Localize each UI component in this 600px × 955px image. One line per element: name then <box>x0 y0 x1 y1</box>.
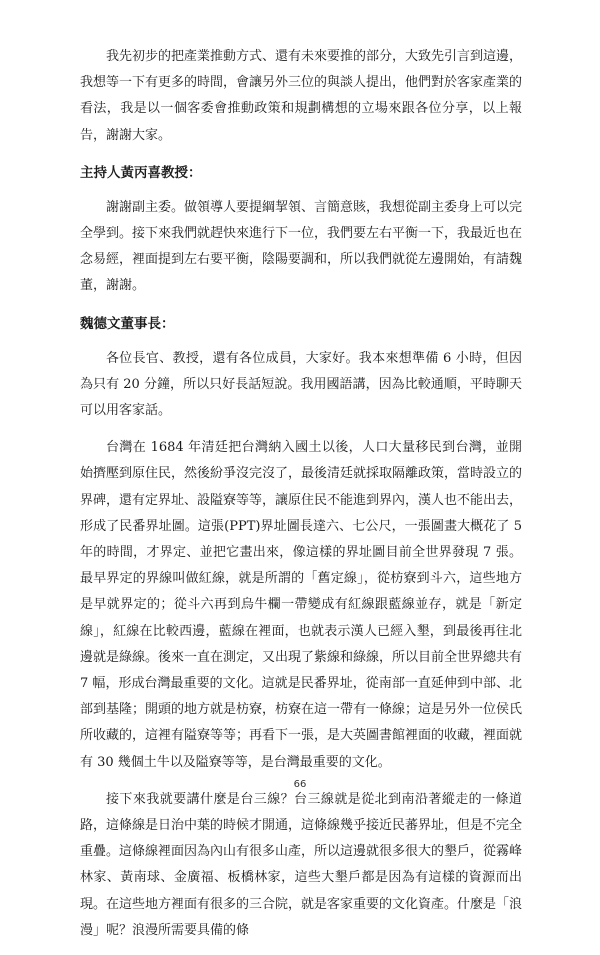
paragraph-host-remarks: 謝謝副主委。做領導人要提綱挈領、言簡意賅，我想從副主委身上可以完全學到。接下來我們就趕快來進行下一位，我們要左右平衡一下，我最近也在念易經，裡面提到左右要平衡，陰陽要調和，所以我們就從左邊開始，有請魏董，謝謝。 <box>80 199 523 294</box>
paragraph-intro-closing: 我先初步的把產業推動方式、還有未來要推的部分，大致先引言到這邊，我想等一下有更多的時間，會讓另外三位的與談人提出，他們對於客家產業的看法，我是以一個客委會推動政策和規劃構想的立場來跟各位分享，以上報告，謝謝大家。 <box>80 49 523 143</box>
speaker-heading-host: 主持人黃丙喜教授： <box>80 164 202 181</box>
paragraph-chairman-greeting: 各位長官、教授，還有各位成員，大家好。我本來想準備 6 小時，但因為只有 20 分鐘，所以只好長話短說。我用國語講，因為比較通順，平時聊天可以用客家話。 <box>80 350 522 419</box>
paragraph-boundary-maps: 台灣在 1684 年清廷把台灣納入國土以後，人口大量移民到台灣，並開始擠壓到原住民，然後紛爭沒完沒了，最後清廷就採取隔離政策，當時設立的界碑，還有定界址、設隘寮等等，讓原住民不能進到界內，漢人也不能出去，形成了民番界址圖。這張(PPT)界址圖長達六、七公尺，一張圖畫大概花了 5 年的時間，才界定、並把它畫出來，像這樣的界址圖目前全世界發現 7 張。最早界定的界線叫做紅線，就是所謂的「舊定線」，從枋寮到斗六，這些地方是早就界定的；從斗六再到烏牛欄一帶變成有紅線跟藍線並存，就是「新定線」，紅線在比較西邊，藍線在裡面，也就表示漢人已經入墾，到最後再往北邊就是綠線。後來一直在測定，又出現了紫線和綠線，所以目前全世界總共有 7 幅，形成台灣最重要的文化。這就是民番界址，從南部一直延伸到中部、北部到基隆；開頭的地方就是枋寮，枋寮在這一帶有一條線；這是另外一位侯氏所收藏的，這裡有隘寮等等；再看下一張，是大英圖書館裡面的收藏，裡面就有 30 幾個土牛以及隘寮等等，是台灣最重要的文化。 <box>80 440 523 770</box>
page-number: 66 <box>293 779 307 790</box>
document-body <box>80 44 522 955</box>
paragraph-route-three: 接下來我就要講什麼是台三線？台三線就是從北到南沿著縱走的一條道路，這條線是日治中葉的時候才開通，這條線幾乎接近民蕃界址，但是不完全重疊。這條線裡面因為內山有很多山產，所以這邊就很多很大的墾戶，從霧峰林家、黃南球、金廣福、板橋林家，這些大墾戶都是因為有這樣的資源而出現。在這些地方裡面有很多的三合院，就是客家重要的文化資產。什麼是「浪漫」呢？浪漫所需要具備的條 <box>80 791 523 938</box>
speaker-heading-chairman: 魏德文董事長： <box>80 315 175 332</box>
